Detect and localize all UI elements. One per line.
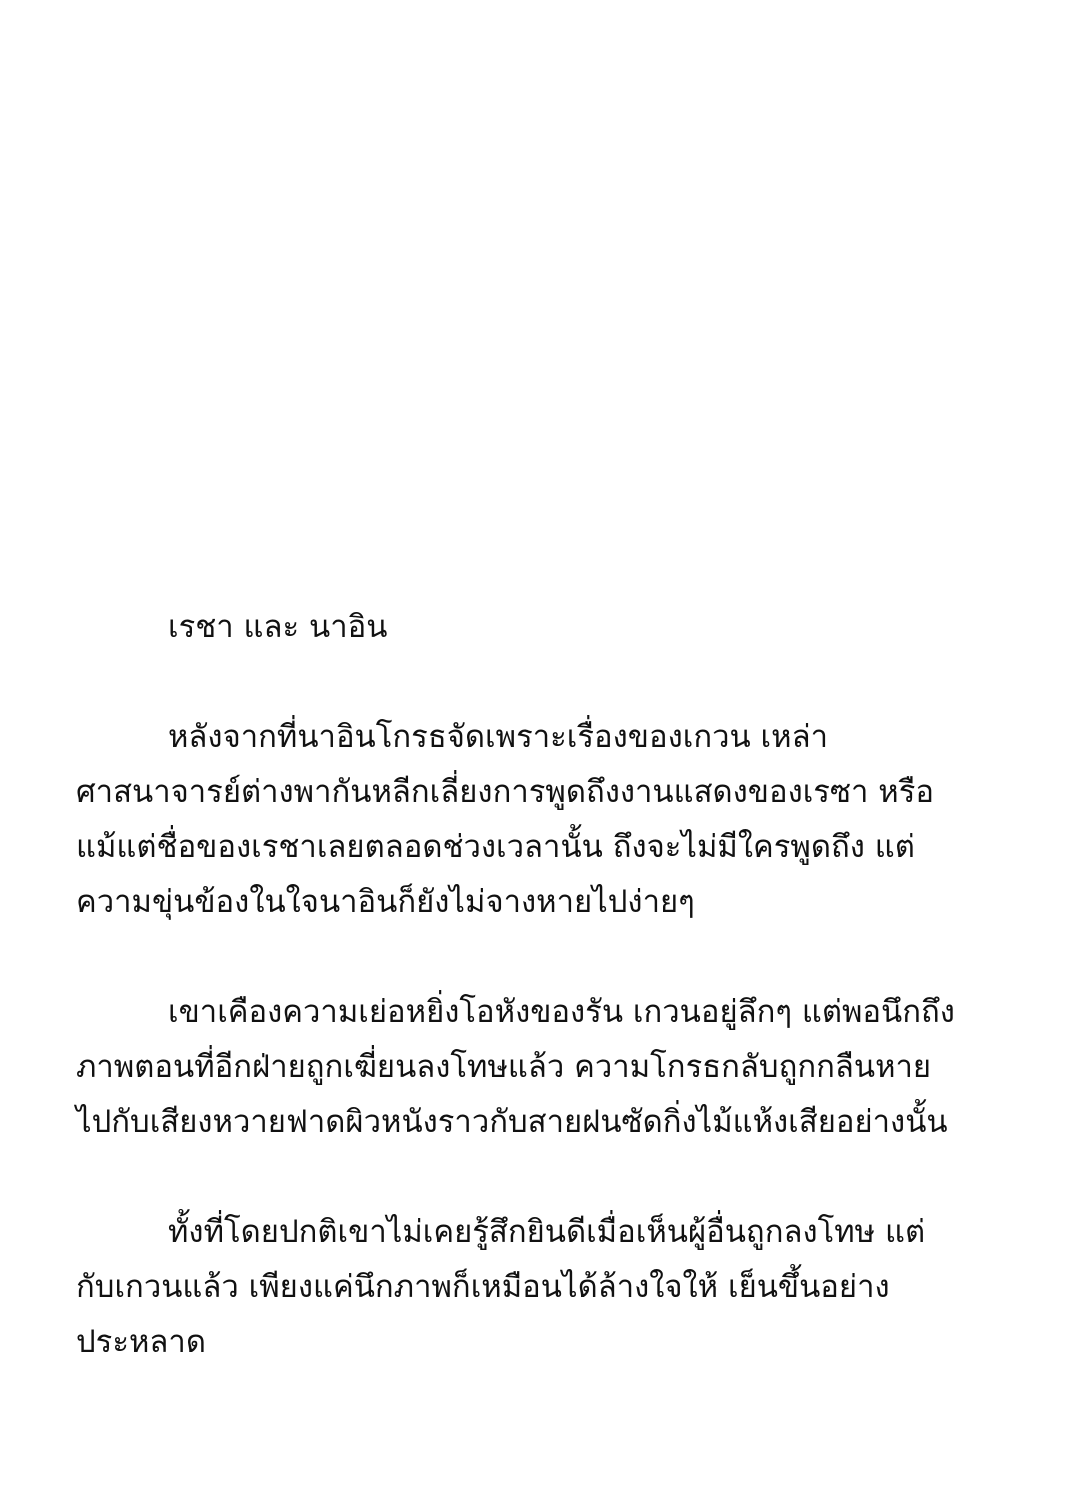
paragraph-line: เขาเคืองความเย่อหยิ่งโอหังของรัน เกวนอยู่ลึกๆ แต่พอนึกถึง [168,994,955,1030]
document-body [76,600,1006,1370]
paragraph-line: แม้แต่ชื่อของเรชาเลยตลอดช่วงเวลานั้น ถึงจะไม่มีใครพูดถึง แต่ [76,829,915,865]
paragraph-line: ภาพตอนที่อีกฝ่ายถูกเฆี่ยนลงโทษแล้ว ความโกรธกลับถูกกลืนหาย [76,1049,932,1085]
paragraph-line: ความขุ่นข้องในใจนาอินก็ยังไม่จางหายไปง่ายๆ [76,884,695,920]
paragraph-2 [76,930,1006,1150]
paragraph-line: กับเกวนแล้ว เพียงแค่นึกภาพก็เหมือนได้ล้างใจให้ เย็นขึ้นอย่าง [76,1269,890,1305]
paragraph-line: ศาสนาจารย์ต่างพากันหลีกเลี่ยงการพูดถึงงานแสดงของเรซา หรือ [76,774,934,810]
paragraph-line: ทั้งที่โดยปกติเขาไม่เคยรู้สึกยินดีเมื่อเห็นผู้อื่นถูกลงโทษ แต่ [168,1214,926,1250]
paragraph-line: ไปกับเสียงหวายฟาดผิวหนังราวกับสายฝนซัดกิ่งไม้แห้งเสียอย่างนั้น [76,1104,948,1140]
paragraph-line: ประหลาด [76,1324,206,1360]
heading: เรชา และ นาอิน [168,609,388,645]
paragraph-3 [76,1150,1006,1370]
paragraph-line: หลังจากที่นาอินโกรธจัดเพราะเรื่องของเกวน เหล่า [168,719,828,755]
paragraph-1 [76,655,1006,930]
